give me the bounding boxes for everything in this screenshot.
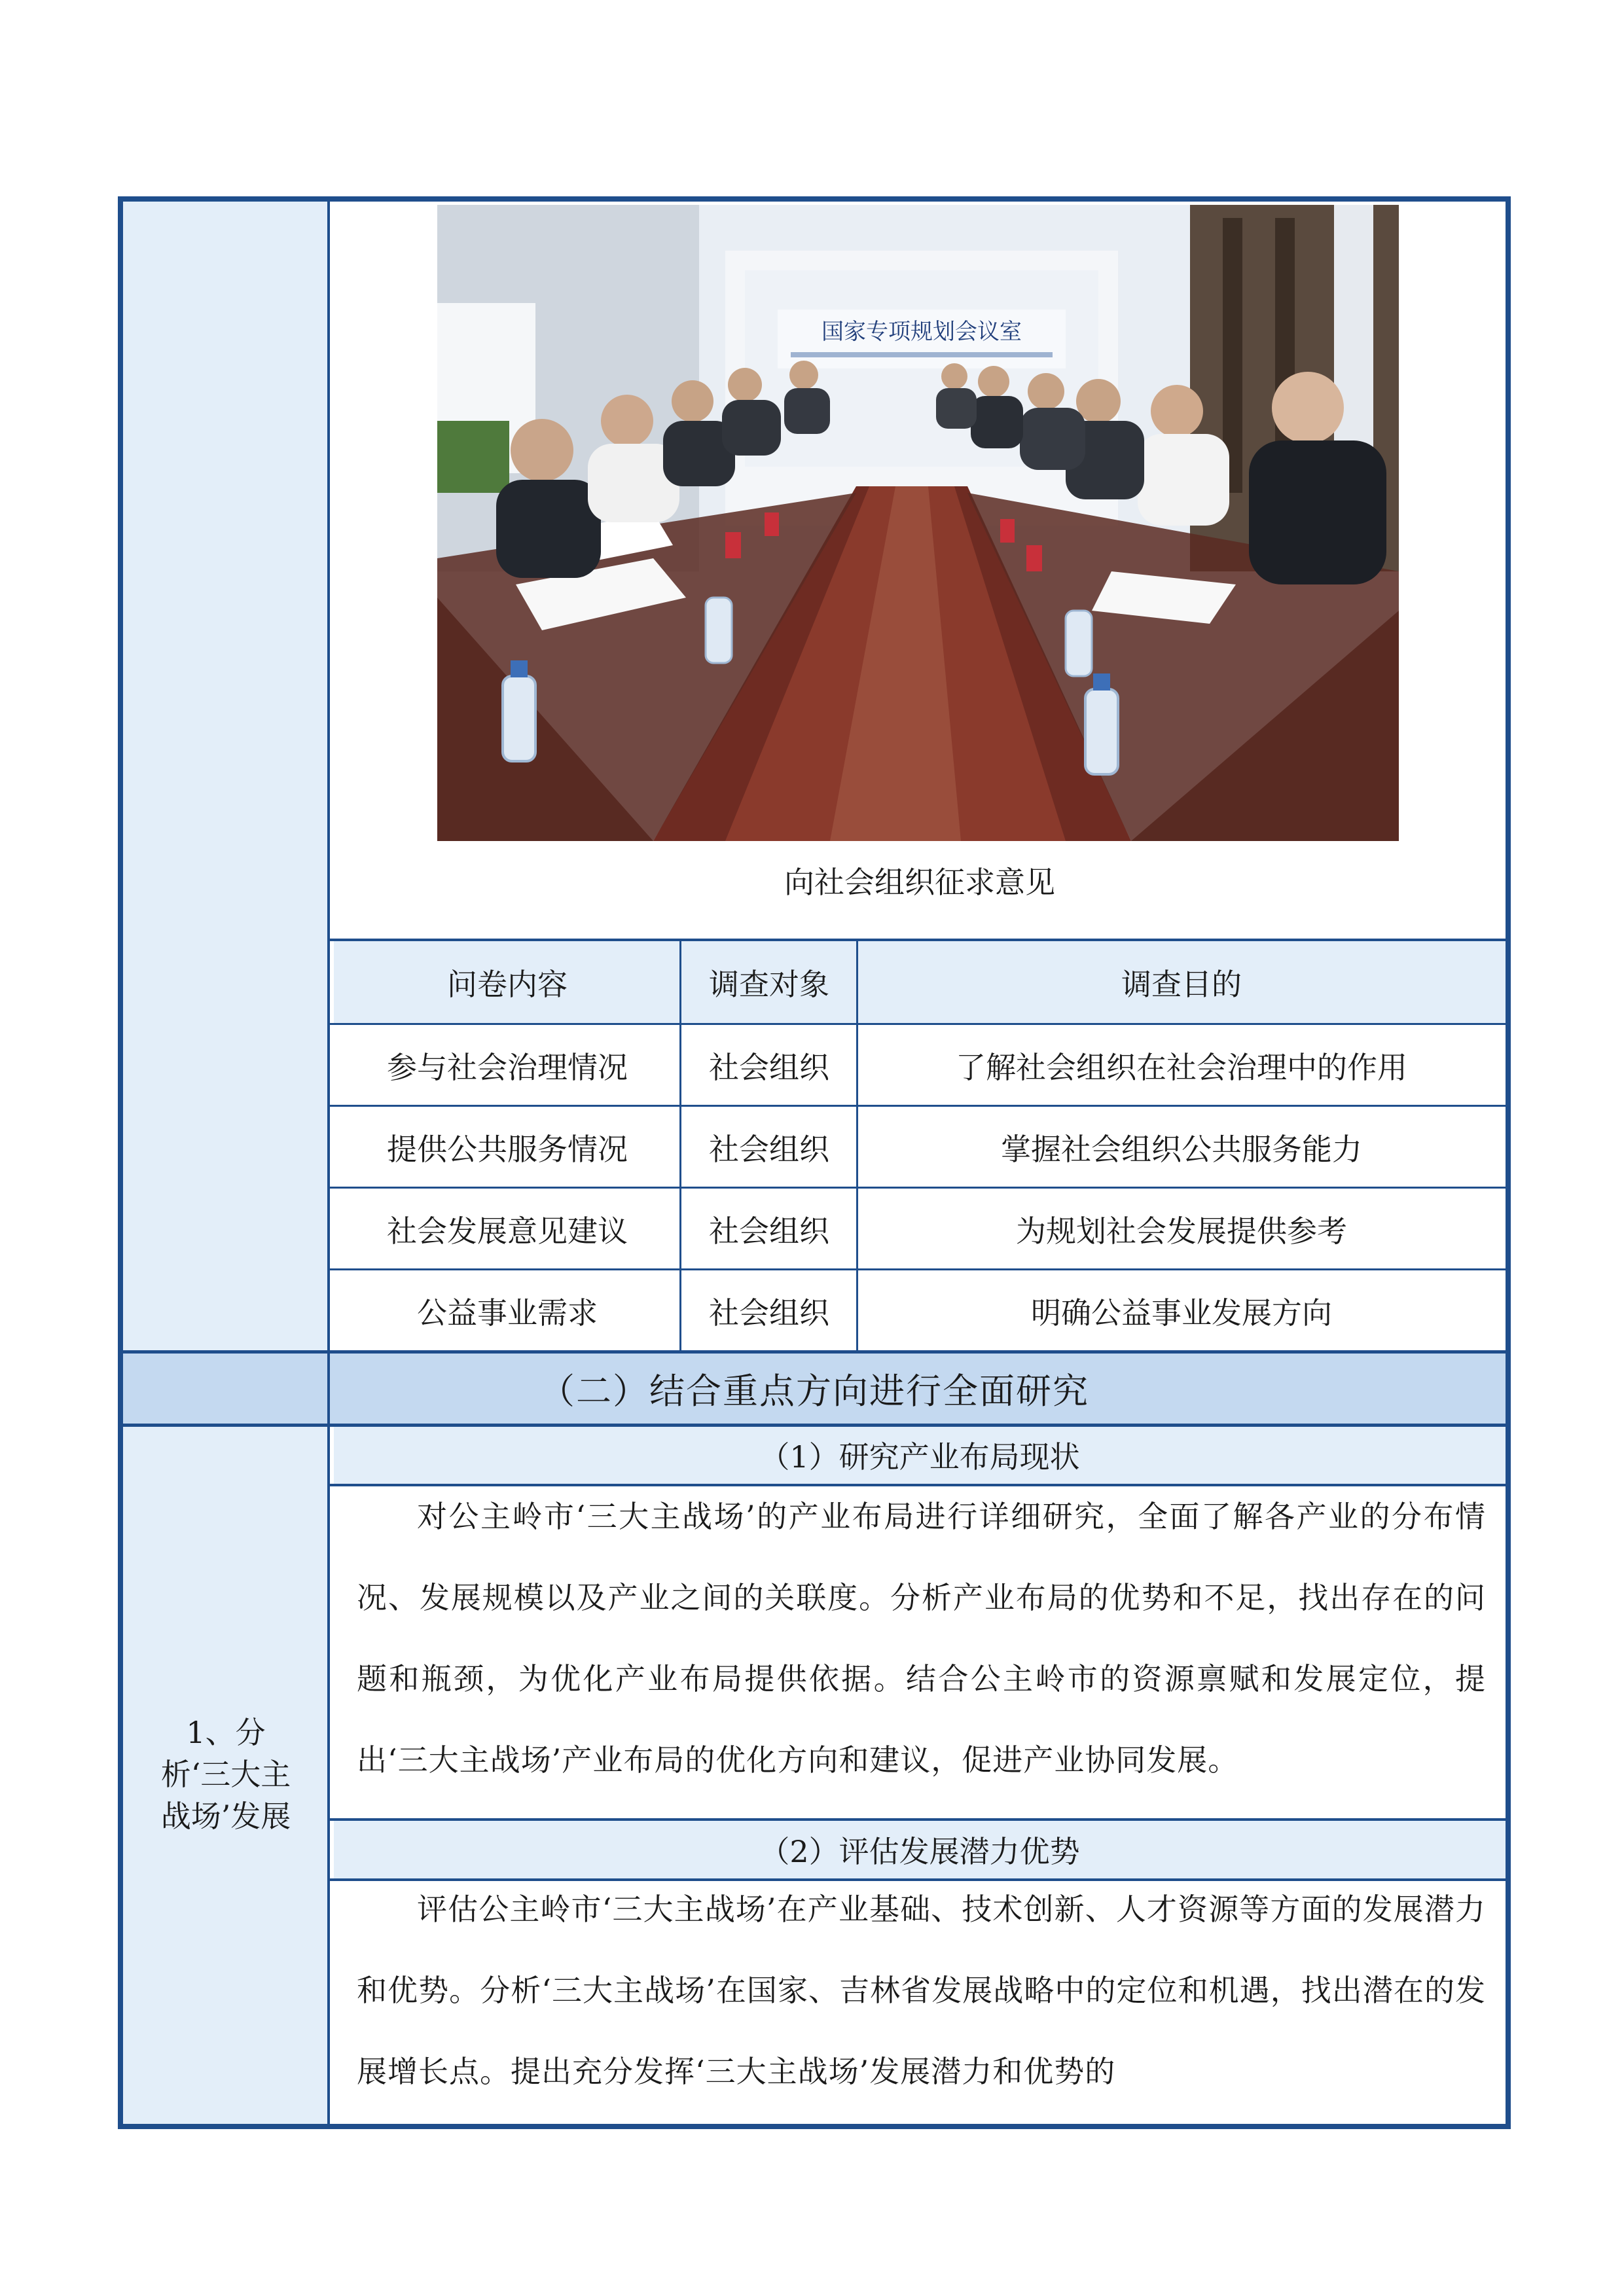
table-cell: 明确公益事业发展方向 xyxy=(1031,1295,1332,1331)
left-label: 1、分析‘三大主战场’发展 xyxy=(160,1715,291,1834)
header-target: 调查对象 xyxy=(709,967,829,1002)
header-purpose: 调查目的 xyxy=(1121,967,1242,1002)
sub2-title: （2）评估发展潜力优势 xyxy=(334,1820,1506,1880)
document-frame xyxy=(118,196,1511,2129)
table-cell: 社会组织 xyxy=(709,1213,829,1249)
sub1-paragraph: 对公主岭市‘三大主战场’的产业布局进行详细研究，全面了解各产业的分布情况、发展规模以及产业之间的关联度。分析产业布局的优势和不足，找出存在的问题和瓶颈，为优化产业布局提供依据。结合公主岭市的资源禀赋和发展定位，提出‘三大主战场’产业布局的优化方向和建议，促进产业协同发展。 xyxy=(357,1499,1486,1778)
table-cell: 提供公共服务情况 xyxy=(387,1131,628,1167)
table-cell: 参与社会治理情况 xyxy=(387,1049,628,1085)
table-cell: 社会组织 xyxy=(709,1131,829,1167)
photo-caption: 向社会组织征求意见 xyxy=(784,865,1055,900)
banner-text: 国家专项规划会议室 xyxy=(821,319,1022,345)
section-heading: （二）结合重点方向进行全面研究 xyxy=(123,1352,1506,1425)
table-cell: 社会组织 xyxy=(709,1295,829,1331)
table-cell: 社会发展意见建议 xyxy=(387,1213,628,1249)
table-cell: 公益事业需求 xyxy=(417,1295,598,1331)
table-cell: 社会组织 xyxy=(709,1049,829,1085)
table-cell: 为规划社会发展提供参考 xyxy=(1016,1213,1347,1249)
table-cell: 了解社会组织在社会治理中的作用 xyxy=(956,1049,1407,1085)
header-content: 问卷内容 xyxy=(447,967,568,1002)
sub2-paragraph: 评估公主岭市‘三大主战场’在产业基础、技术创新、人才资源等方面的发展潜力和优势。分析‘三大主战场’在国家、吉林省发展战略中的定位和机遇，找出潜在的发展增长点。提出充分发挥‘三大主战场’发展潜力和优势的 xyxy=(357,1892,1486,2089)
table-cell: 掌握社会组织公共服务能力 xyxy=(1001,1131,1362,1167)
sub1-title: （1）研究产业布局现状 xyxy=(334,1425,1506,1485)
